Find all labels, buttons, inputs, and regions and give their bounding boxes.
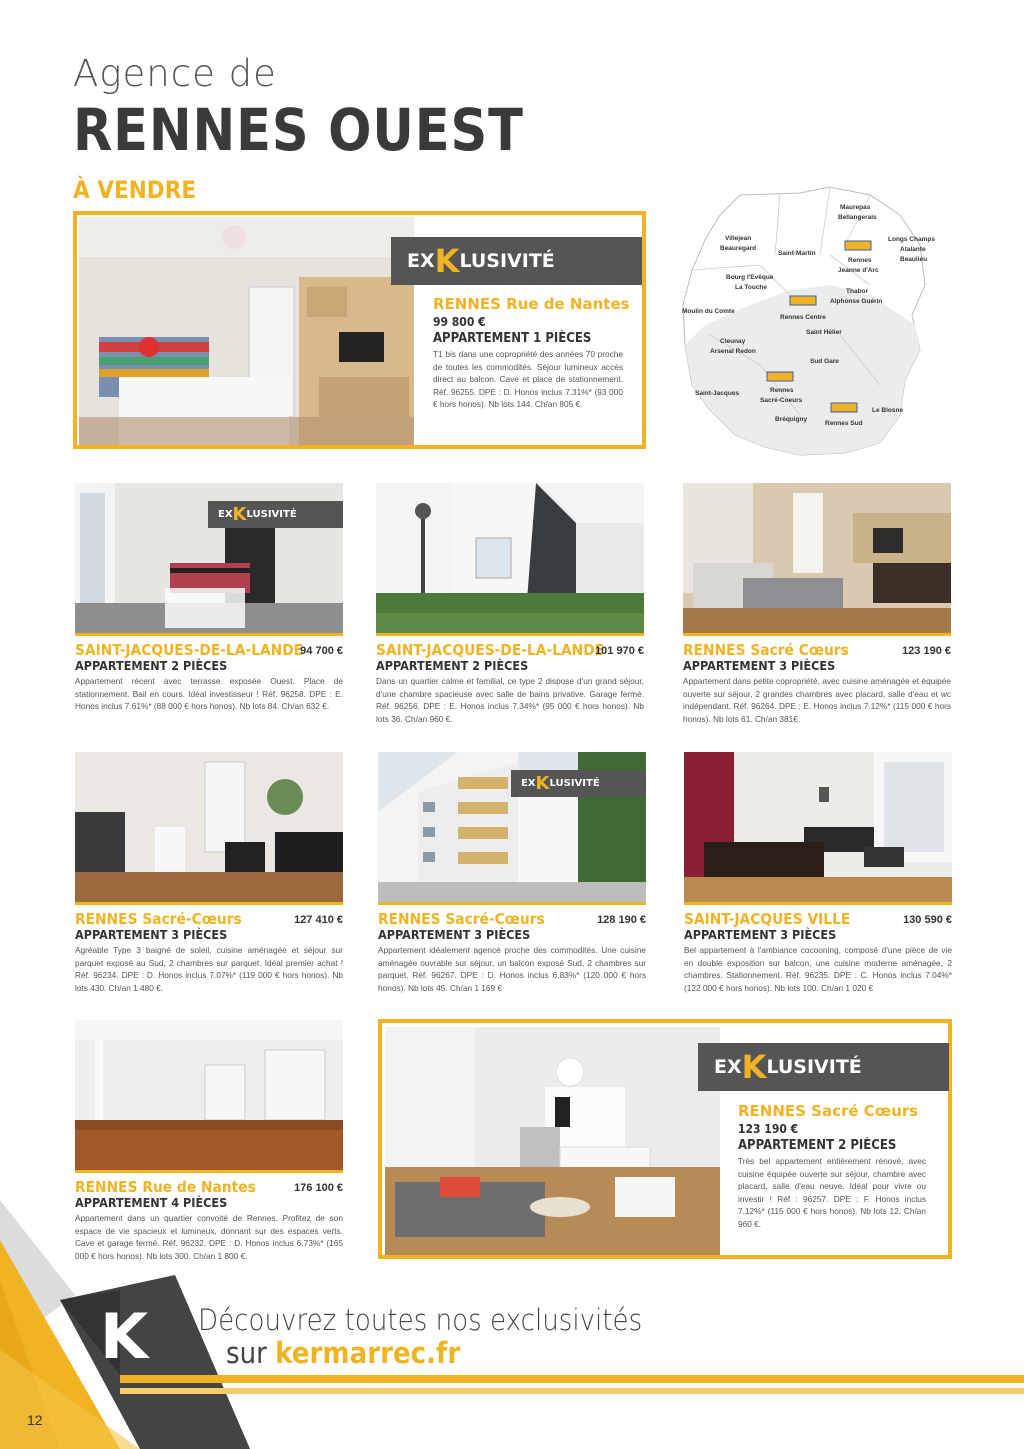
map-label: Saint-Jacques	[695, 390, 740, 397]
map-label: Cleunay	[720, 338, 746, 345]
map-label: Jeanne d'Arc	[838, 267, 879, 274]
exclusivite-badge: EX K LUSIVITÉ	[391, 237, 642, 285]
map-label: Sacré-Coeurs	[760, 397, 803, 404]
listing-type: APPARTEMENT 2 PIÈCES	[75, 658, 228, 673]
map-label: Sud Gare	[810, 358, 839, 365]
map-label: Bourg l'Evêque	[726, 274, 774, 281]
divider	[683, 633, 951, 636]
listing-photo	[683, 483, 951, 633]
listing-title: SAINT-JACQUES-DE-LA-LANDE	[376, 641, 605, 659]
listing-type: APPARTEMENT 2 PIÈCES	[376, 658, 529, 673]
listing-description: Dans un quartier calme et familial, ce type 2 dispose d'un grand séjour, d'une chambre spacieuse avec salle de bains privative. Garage fermé. Réf. 96256. DPE : E. Honos inclus 7.34%* (95 000 € hors honos). Nb lots 36. Ch/an 960 €.	[376, 676, 644, 724]
listing-price: 123 190 €	[902, 645, 951, 657]
listing-title: RENNES Rue de Nantes	[75, 1178, 256, 1196]
district-map	[680, 185, 950, 460]
listing-price: 123 190 €	[738, 1122, 799, 1136]
listing-description: Appartement dans un quartier convoité de Rennes. Profitez de son espace de vie spacieux et lumineux, donnant sur des espaces verts. Cave et garage fermé. Réf. 96232. DPE : D. Honos inclus 6.73%* (165 000 € hors honos). Nb lots 300. Ch/an 1 800 €.	[75, 1213, 343, 1261]
map-label: Maurepas	[840, 204, 871, 211]
map-label: Saint Hélier	[806, 329, 842, 336]
listing-title: RENNES Sacré-Cœurs	[378, 910, 545, 928]
map-label: Beaulieu	[900, 256, 928, 263]
listing-title: RENNES Sacré Cœurs	[738, 1102, 919, 1120]
listing-description: T1 bis dans une copropriété des années 70 proche de toutes les commodités. Séjour lumineux accès direct au balcon. Cave et place de stationnement. Réf. 96255. DPE : D. Honos inclus 7.31%* (93 000 € hors honos). Nb lots 144. Ch/an 805 €.	[433, 349, 623, 409]
map-label: Rennes Centre	[780, 314, 826, 321]
listing-title: RENNES Rue de Nantes	[433, 295, 630, 313]
map-label: Villejean	[725, 235, 752, 242]
section-label: À VENDRE	[73, 176, 197, 204]
divider	[376, 633, 644, 636]
listing-description: Agréable Type 3 baigné de soleil, cuisine aménagée et séjour sur parquet exposé au Sud, 2 chambres sur parquet. Idéal premier achat ! Réf. 96234. DPE : D. Honos inclus 7.07%* (119 000 € hors honos). Nb lots 430. Ch/an 1 480 €.	[75, 945, 343, 993]
listing-title: SAINT-JACQUES-DE-LA-LANDE	[75, 641, 304, 659]
listing-price: 176 100 €	[294, 1182, 343, 1194]
listing-photo	[376, 483, 644, 633]
listing-photo	[75, 1020, 343, 1170]
listing-title: RENNES Sacré-Cœurs	[75, 910, 242, 928]
map-label: Alphonse Guérin	[830, 298, 883, 305]
map-label: Beauregard	[720, 245, 757, 252]
listing-description: Appartement idéalement agencé proche des commodités. Une cuisine aménagée ouvrable sur séjour, un balcon exposé Sud, 2 chambres sur parquet. Réf. 96267. DPE : D. Honos inclus 6.83%* (120 000 € hors honos). Nb lots 45. Ch/an 1 169 €	[378, 945, 646, 993]
header-title: RENNES OUEST	[73, 96, 524, 164]
divider	[75, 1170, 343, 1173]
listing-title: SAINT-JACQUES VILLE	[684, 910, 851, 928]
map-label: La Touche	[735, 284, 768, 291]
map-label: Saint-Martin	[778, 250, 816, 257]
map-label: Arsenal Redon	[710, 348, 756, 355]
listing-photo	[684, 752, 952, 902]
listing-price: 101 970 €	[595, 645, 644, 657]
header-subtitle: Agence de	[73, 52, 277, 95]
map-label: Longs Champs	[888, 236, 935, 243]
listing-description: Appartement dans petite copropriété, avec cuisine aménagée et équipée ouverte sur séjour, 2 grandes chambres avec placard, salle d'eau et wc indépendant. Réf. 96264. DPE : E. Honos inclus 7.12%* (115 000 € hors honos). Nb lots 61. Ch/an 381€.	[683, 676, 951, 724]
listing-description: Appartement récent avec terrasse exposée Ouest. Place de stationnement. Bail en cours. Idéal investisseur ! Réf. 96258. DPE : E. Honos inclus 7.61%* (88 000 € hors honos). Nb lots 84. Ch/an 632 €.	[75, 676, 343, 711]
map-label: Atalante	[900, 246, 926, 253]
listing-price: 130 590 €	[903, 914, 952, 926]
listing-type: APPARTEMENT 2 PIÈCES	[738, 1138, 897, 1153]
map-label: Rennes	[848, 257, 872, 264]
footer-site-line: sur kermarrec.fr	[226, 1336, 461, 1370]
map-label: Thabor	[846, 288, 869, 295]
exclusivite-badge: EX K LUSIVITÉ	[208, 501, 343, 528]
listing-price: 99 800 €	[433, 315, 486, 329]
divider	[75, 633, 343, 636]
divider	[684, 902, 952, 905]
listing-type: APPARTEMENT 1 PIÈCES	[433, 331, 592, 346]
listing-type: APPARTEMENT 3 PIÈCES	[75, 927, 228, 942]
listing-photo	[75, 752, 343, 902]
divider	[75, 902, 343, 905]
footer-tagline: Découvrez toutes nos exclusivités	[198, 1303, 643, 1337]
featured-listing-1[interactable]	[73, 211, 646, 449]
listing-description: Très bel appartement entièrement rénové, avec cuisine équipée ouverte sur séjour, chambre avec placard, salle d'eau neuve. Idéal pour vivre ou investir ! Réf : 96257. DPE : F. Honos inclus 7.12%* (115 000 € hors honos). Nb lots 12. Ch/an 960 €.	[738, 1156, 926, 1229]
listing-price: 94 700 €	[300, 645, 343, 657]
listing-type: APPARTEMENT 3 PIÈCES	[683, 658, 836, 673]
listing-description: Bel appartement à l'ambiance cocooning, composé d'une pièce de vie en double exposition sur balcon, une cuisine moderne aménagée, 2 chambres. Stationnement. Réf. 96235. DPE : C. Honos inclus 7.04%* (122 000 € hors honos). Nb lots 100. Ch/an 1 020 €	[684, 945, 952, 993]
map-label: Moulin du Comte	[682, 308, 735, 315]
map-label: Bellangerais	[838, 214, 877, 221]
map-label: Rennes	[770, 387, 794, 394]
listing-price: 128 190 €	[597, 914, 646, 926]
listing-title: RENNES Sacré Cœurs	[683, 641, 849, 659]
listing-price: 127 410 €	[294, 914, 343, 926]
map-label: Bréquigny	[775, 416, 808, 423]
map-label: Rennes Sud	[825, 420, 863, 427]
kermarrec-logo: K	[100, 1300, 149, 1373]
exclusivite-badge: EX K LUSIVITÉ	[511, 770, 646, 797]
listing-photo	[79, 217, 414, 445]
map-label: Le Blosne	[872, 407, 904, 414]
listing-type: APPARTEMENT 3 PIÈCES	[684, 927, 837, 942]
listing-type: APPARTEMENT 4 PIÈCES	[75, 1195, 228, 1210]
exclusivite-badge: EX K LUSIVITÉ	[698, 1043, 949, 1091]
website-link[interactable]: kermarrec.fr	[275, 1336, 461, 1370]
page-number: 12	[27, 1412, 43, 1428]
divider	[378, 902, 646, 905]
listing-type: APPARTEMENT 3 PIÈCES	[378, 927, 531, 942]
